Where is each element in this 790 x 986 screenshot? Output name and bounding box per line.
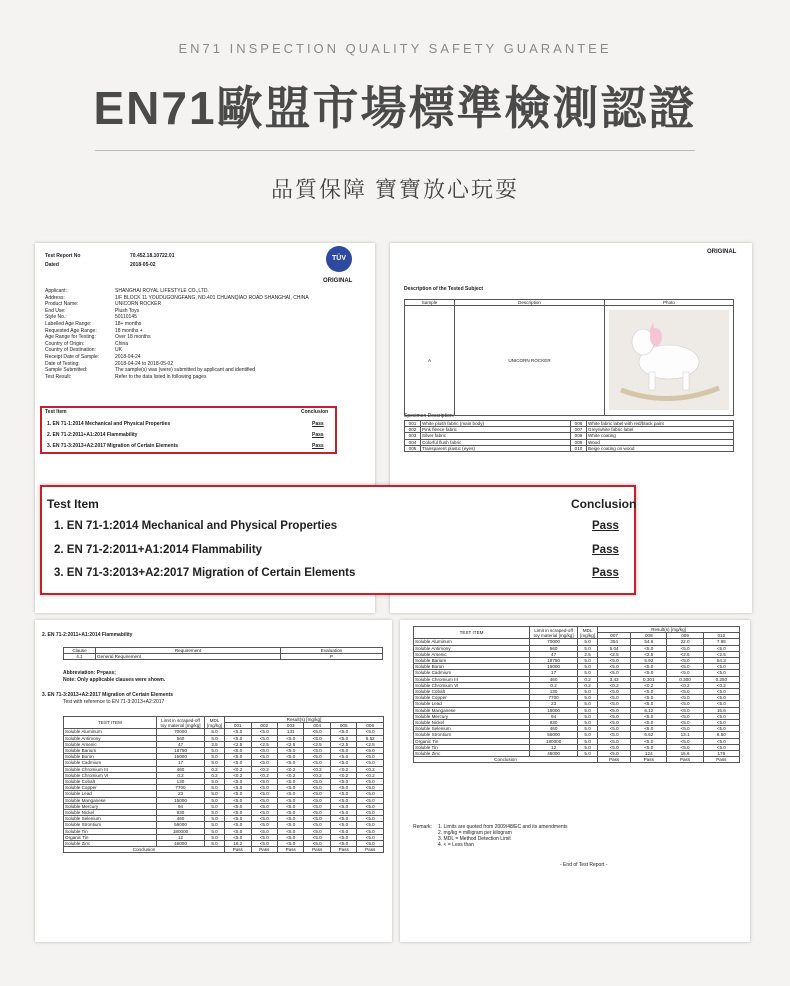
zoom-heading: Test Item — [47, 497, 99, 511]
table-row: Soluble Barium 18750 5.0 <5.0 <5.0 <5.0 <5.0 <5.0 <5.0 — [64, 748, 384, 754]
specimen-table — [404, 420, 734, 452]
original-label: ORIGINAL — [707, 249, 737, 255]
table-row: Organic Tin 12 5.0 <5.0 <5.0 <5.0 <5.0 <5.0 <5.0 — [64, 834, 384, 840]
field-label: Labelled Age Range: — [45, 321, 92, 327]
table-row: Soluble Strontium 56000 5.0 <5.0 6.62 13.1 6.50 — [414, 732, 740, 738]
table-row: Soluble Strontium 56000 5.0 <5.0 <5.0 <5.0 <5.0 <5.0 <5.0 — [64, 822, 384, 828]
field-label: Address: — [45, 294, 65, 301]
zoom-result: Pass — [592, 520, 619, 532]
summary-result: Pass — [312, 421, 324, 427]
end-of-report: - End of Test Report - — [560, 862, 608, 868]
field-value: 18 months + — [115, 327, 143, 334]
table-row: Soluble Selenium 460 5.0 <5.0 <5.0 <5.0 <5.0 <5.0 <5.0 — [64, 816, 384, 822]
table-row: Soluble Chromium VI 0.2 0.2 <0.2 <0.2 <0.2 <0.2 <0.2 <0.2 — [64, 772, 384, 778]
field-value: Plush Toys — [115, 307, 140, 314]
field-value: 2018-04-24 — [115, 354, 141, 360]
report-no-value: 70.452.18.10722.01 — [130, 253, 175, 259]
field-label: Product Name: — [45, 301, 79, 308]
table-row: Soluble Lead 23 5.0 <5.0 <5.0 <5.0 <5.0 — [414, 701, 740, 707]
table-row: Soluble Manganese 15000 5.0 <5.0 <5.0 <5.0 <5.0 <5.0 <5.0 — [64, 797, 384, 803]
table-row: Soluble Manganese 15000 5.0 <5.0 6.12 <5.0 15.6 — [414, 707, 740, 713]
report-no-label: Test Report No — [45, 253, 81, 259]
summary-row: 1. EN 71-1:2014 Mechanical and Physical Properties — [47, 421, 171, 427]
field-value: UNICORN ROCKER — [115, 301, 162, 308]
specimen-row: 005 Transparent plastic (eyes) 010 Beige coating on wood — [405, 445, 734, 451]
specimen-row: 002 Pink fleece fabric 007 Grey/white fabric label — [405, 427, 734, 433]
zoom-row: 3. EN 71-3:2013+A2:2017 Migration of Certain Elements — [54, 567, 356, 579]
table-row: Soluble Selenium 460 5.0 <5.0 <5.0 <5.0 <5.0 — [414, 726, 740, 732]
field-label: End Use: — [45, 307, 66, 314]
conclusion-row: Conclusion Pass Pass Pass Pass Pass Pass — [64, 847, 384, 853]
table-row: Soluble Lead 23 5.0 <5.0 <5.0 <5.0 <5.0 <5.0 <5.0 — [64, 791, 384, 797]
field-label: Receipt Date of Sample: — [45, 354, 100, 360]
field-value: China — [115, 340, 129, 347]
note: Note: Only applicable clauses were shown. — [63, 677, 166, 683]
field-label: Sample Submitted: — [45, 367, 88, 374]
header-divider — [95, 150, 695, 151]
remark-label: Remark: — [413, 824, 432, 830]
zoom-result: Pass — [592, 567, 619, 579]
original-label: ORIGINAL — [323, 278, 353, 284]
table-row: Soluble Antimony 560 5.0 <5.0 <5.0 <5.0 <5.0 <5.0 5.52 — [64, 735, 384, 741]
table-row: Soluble Tin 180000 5.0 <5.0 <5.0 <5.0 <5.0 <5.0 <5.0 — [64, 828, 384, 834]
table-row: Soluble Copper 7700 5.0 <5.0 <5.0 <5.0 <5.0 <5.0 <5.0 — [64, 785, 384, 791]
table-row: Organic Tin 180000 5.0 <5.0 <5.0 <5.0 <5.0 — [414, 738, 740, 744]
summary-result: Pass — [312, 443, 324, 449]
migration-reference: Test with reference to EN 71-3:2013+A2:2017 — [63, 699, 165, 705]
table-row: Soluble Cadmium 17 5.0 <5.0 <5.0 <5.0 <5.0 <5.0 <5.0 — [64, 760, 384, 766]
tuv-logo: TÜV — [326, 246, 352, 272]
field-label: Country of Origin: — [45, 340, 85, 347]
specimen-row: 003 Silver fabric 008 White coating — [405, 433, 734, 439]
tested-subject-heading: Description of the Tested Subject — [404, 286, 484, 292]
table-row: Soluble Nickel 930 5.0 <5.0 <5.0 <5.0 <5.0 <5.0 <5.0 — [64, 810, 384, 816]
field-label: Age Range for Testing: — [45, 334, 96, 341]
report-date-value: 2018-05-02 — [130, 262, 156, 268]
field-label: Country of Destination: — [45, 347, 96, 354]
field-value: UK — [115, 347, 122, 354]
field-value: 50110145 — [115, 314, 137, 321]
table-row: Soluble Zinc 46000 5.0 <5.0 124 15.6 176 — [414, 751, 740, 757]
table-row: Soluble Boron 15000 5.0 <5.0 <5.0 <5.0 <5.0 — [414, 664, 740, 670]
test-item-zoom-box — [40, 485, 636, 595]
section-migration: 3. EN 71-3:2013+A2:2017 Migration of Certain Elements — [42, 692, 174, 698]
report-date-label: Dated — [45, 262, 59, 268]
zoom-row: 1. EN 71-1:2014 Mechanical and Physical Properties — [54, 520, 338, 532]
specimen-row: 001 White plush fabric (main body) 006 White fabric label with red/black paint — [405, 421, 734, 427]
table-row: Soluble Chromium VI 0.2 0.2 <0.2 <0.2 <0.2 <0.2 — [414, 682, 740, 688]
field-value: 18+ months — [115, 321, 142, 327]
table-row: Soluble Zinc 46000 5.0 16.2 <5.0 <5.0 <5.0 <5.0 <5.0 — [64, 841, 384, 847]
zoom-conclusion-heading: Conclusion — [571, 497, 637, 511]
field-value: The sample(s) was (were) submitted by applicant and identified — [115, 367, 256, 374]
table-row: Soluble Mercury 94 5.0 <5.0 <5.0 <5.0 <5.0 — [414, 713, 740, 719]
abbreviation: Abbreviation: P=pass; — [63, 670, 116, 676]
table-row: Soluble Nickel 930 5.0 <5.0 <5.0 <5.0 <5.0 — [414, 720, 740, 726]
table-row: Soluble Chromium III 460 0.2 3.43 0.301 0.300 0.250 — [414, 676, 740, 682]
report-page-3 — [35, 620, 392, 942]
table-row: Soluble Arsenic 47 2.5 <2.5 <2.5 <2.5 <2.5 <2.5 <2.5 — [64, 741, 384, 747]
zoom-result: Pass — [592, 544, 619, 556]
remark-4: 4. < = Less than — [438, 842, 474, 848]
field-value: Over 18 months — [115, 334, 151, 341]
field-label: Applicant: — [45, 288, 67, 294]
page-title: EN71歐盟市場標準檢測認證 — [93, 82, 697, 134]
page-subtitle: EN71 INSPECTION QUALITY SAFETY GUARANTEE — [178, 41, 612, 56]
field-label: Test Result: — [45, 373, 72, 380]
field-value: SHANGHAI ROYAL LIFESTYLE CO.,LTD. — [115, 288, 209, 294]
report-page-4 — [400, 620, 750, 942]
conclusion-row: Conclusion Pass Pass Pass Pass — [414, 757, 740, 763]
field-value: 2018-04-24 to 2018-05-02 — [115, 360, 174, 367]
table-row: Soluble Tin 12 5.0 <5.0 <5.0 <5.0 <5.0 — [414, 744, 740, 750]
sample-table: Sample Description Photo A UNICORN ROCKER — [404, 299, 734, 416]
table-row: Soluble Chromium III 460 0.2 <0.2 <0.2 <0.2 <0.2 <0.2 <0.2 — [64, 766, 384, 772]
field-label: Style No.: — [45, 314, 67, 321]
table-row: Soluble Cobalt 130 5.0 <5.0 <5.0 <5.0 <5.0 — [414, 689, 740, 695]
field-label: Requested Age Range: — [45, 327, 97, 334]
table-row: Soluble Antimony 560 5.0 5.04 <5.0 <5.0 <5.0 — [414, 645, 740, 651]
summary-heading: Test Item — [45, 409, 67, 415]
remark-1: 1. Limits are quoted from 2009/48/EC and its amendments — [438, 824, 568, 830]
page-tagline: 品質保障 寶寶放心玩耍 — [270, 177, 520, 202]
table-row: Soluble Copper 7700 5.0 <5.0 <5.0 <5.0 <5.0 — [414, 695, 740, 701]
summary-row: 2. EN 71-2:2011+A1:2014 Flammability — [47, 432, 138, 438]
specimen-heading: Specimen Description: — [404, 413, 455, 419]
table-row: Soluble Boron 15000 5.0 <5.0 <5.0 <5.0 <5.0 <5.0 <5.0 — [64, 754, 384, 760]
summary-conclusion-heading: Conclusion — [301, 409, 329, 415]
table-row: Soluble Cobalt 130 5.0 <5.0 <5.0 <5.0 <5.0 <5.0 <5.0 — [64, 779, 384, 785]
summary-result: Pass — [312, 432, 324, 438]
remark-2: 2. mg/kg = milligram per kilogram — [438, 830, 512, 836]
table-row: Soluble Aluminum 70000 5.0 <5.0 <5.0 131 <5.0 <5.0 <5.0 — [64, 729, 384, 735]
table-row: Soluble Mercury 94 5.0 <5.0 <5.0 <5.0 <5.0 <5.0 <5.0 — [64, 803, 384, 809]
zoom-row: 2. EN 71-2:2011+A1:2014 Flammability — [54, 544, 263, 556]
summary-row: 3. EN 71-3:2013+A2:2017 Migration of Certain Elements — [47, 443, 179, 449]
remark-3: 3. MDL = Method Detection Limit — [438, 836, 511, 842]
table-row: Soluble Barium 18750 5.0 <5.0 5.92 <5.0 54.3 — [414, 658, 740, 664]
flammability-table: Clause Requirement Evaluation 4.1 General Requirement P — [63, 647, 383, 660]
field-value: Refer to the data listed in following pages — [115, 373, 207, 380]
table-row: Soluble Arsenic 47 2.5 <2.5 <2.5 <2.5 <2.5 — [414, 651, 740, 657]
migration-results-table-2: TEST ITEM Limit in scraped-off toy material [mg/kg] MDL [mg/kg] Result(s) [mg/kg] 007 008 009 010 Soluble Aluminum 70000 5.0 354 54.6 22.0 7.95 Soluble Antimony 560 5.0 5.04 <5.0 <5.0 <5.0 Soluble Arsenic 47 2.5 <2.5 <2.5 <2.5 <2.5 Soluble Barium 18750 5.0 <5.0 5.92 <5.0 54.3 Soluble Boron 15000 5.0 <5.0 <5.0 <5.0 <5.0 Soluble Cadmium 17 5.0 <5.0 <5.0 <5.0 <5.0 Soluble Chromium III 460 0.2 3.43 0.301 0.300 0.250 Soluble Chromium VI 0.2 0.2 <0.2 <0.2 <0.2 <0.2 Soluble Cobalt 130 5.0 <5.0 <5.0 <5.0 <5.0 Soluble Copper 7700 5.0 <5.0 <5.0 <5.0 <5.0 Soluble Lead 23 5.0 <5.0 <5.0 <5.0 <5.0 Soluble Manganese 15000 5.0 <5.0 6.12 <5.0 15.6 Soluble Mercury 94 5.0 <5.0 <5.0 <5.0 <5.0 Soluble Nickel 930 5.0 <5.0 <5.0 <5.0 <5.0 Soluble Selenium 460 5.0 <5.0 <5.0 <5.0 <5.0 Soluble Strontium 56000 5.0 <5.0 6.62 13.1 6.50 Organic Tin 180000 5.0 <5.0 <5.0 <5.0 <5.0 Soluble Tin 12 5.0 <5.0 <5.0 <5.0 <5.0 Soluble Zinc 46000 5.0 <5.0 124 15.6 176 Conclusion Pass Pass Pass Pass — [413, 626, 740, 763]
migration-results-table-1: TEST ITEM Limit in scraped-off toy material [mg/kg] MDL [mg/kg] Result(s) [mg/kg] 001 002 003 004 005 006 Soluble Aluminum 70000 5.0 <5.0 <5.0 131 <5.0 <5.0 <5.0 Soluble Antimony 560 5.0 <5.0 <5.0 <5.0 <5.0 <5.0 5.52 Soluble Arsenic 47 2.5 <2.5 <2.5 <2.5 <2.5 <2.5 <2.5 Soluble Barium 18750 5.0 <5.0 <5.0 <5.0 <5.0 <5.0 <5.0 Soluble Boron 15000 5.0 <5.0 <5.0 <5.0 <5.0 <5.0 <5.0 Soluble Cadmium 17 5.0 <5.0 <5.0 <5.0 <5.0 <5.0 <5.0 Soluble Chromium III 460 0.2 <0.2 <0.2 <0.2 <0.2 <0.2 <0.2 Soluble Chromium VI 0.2 0.2 <0.2 <0.2 <0.2 <0.2 <0.2 <0.2 Soluble Cobalt 130 5.0 <5.0 <5.0 <5.0 <5.0 <5.0 <5.0 Soluble Copper 7700 5.0 <5.0 <5.0 <5.0 <5.0 <5.0 <5.0 Soluble Lead 23 5.0 <5.0 <5.0 <5.0 <5.0 <5.0 <5.0 Soluble Manganese 15000 5.0 <5.0 <5.0 <5.0 <5.0 <5.0 <5.0 Soluble Mercury 94 5.0 <5.0 <5.0 <5.0 <5.0 <5.0 <5.0 Soluble Nickel 930 5.0 <5.0 <5.0 <5.0 <5.0 <5.0 <5.0 Soluble Selenium 460 5.0 <5.0 <5.0 <5.0 <5.0 <5.0 <5.0 Soluble Strontium 56000 5.0 <5.0 <5.0 <5.0 <5.0 <5.0 <5.0 Soluble Tin 180000 5.0 <5.0 <5.0 <5.0 <5.0 <5.0 <5.0 Organic Tin 12 5.0 <5.0 <5.0 <5.0 <5.0 <5.0 <5.0 Soluble Zinc 46000 5.0 16.2 <5.0 <5.0 <5.0 <5.0 <5.0 Conclusion Pass Pass Pass Pass Pass Pass — [63, 716, 384, 853]
table-row: Soluble Cadmium 17 5.0 <5.0 <5.0 <5.0 <5.0 — [414, 670, 740, 676]
section-flammability: 2. EN 71-2:2011+A1:2014 Flammability — [42, 632, 133, 638]
unicorn-photo — [605, 306, 734, 416]
field-value: 1/F BLOCK 11 YOUDUGONGFANG, NO.401 CHUANQIAO ROAD SHANGHAI, CHINA — [115, 294, 309, 301]
field-label: Date of Testing: — [45, 360, 80, 367]
table-row: Soluble Aluminum 70000 5.0 354 54.6 22.0 7.95 — [414, 639, 740, 645]
specimen-row: 004 Colorful flush fabric 009 Wood — [405, 439, 734, 445]
